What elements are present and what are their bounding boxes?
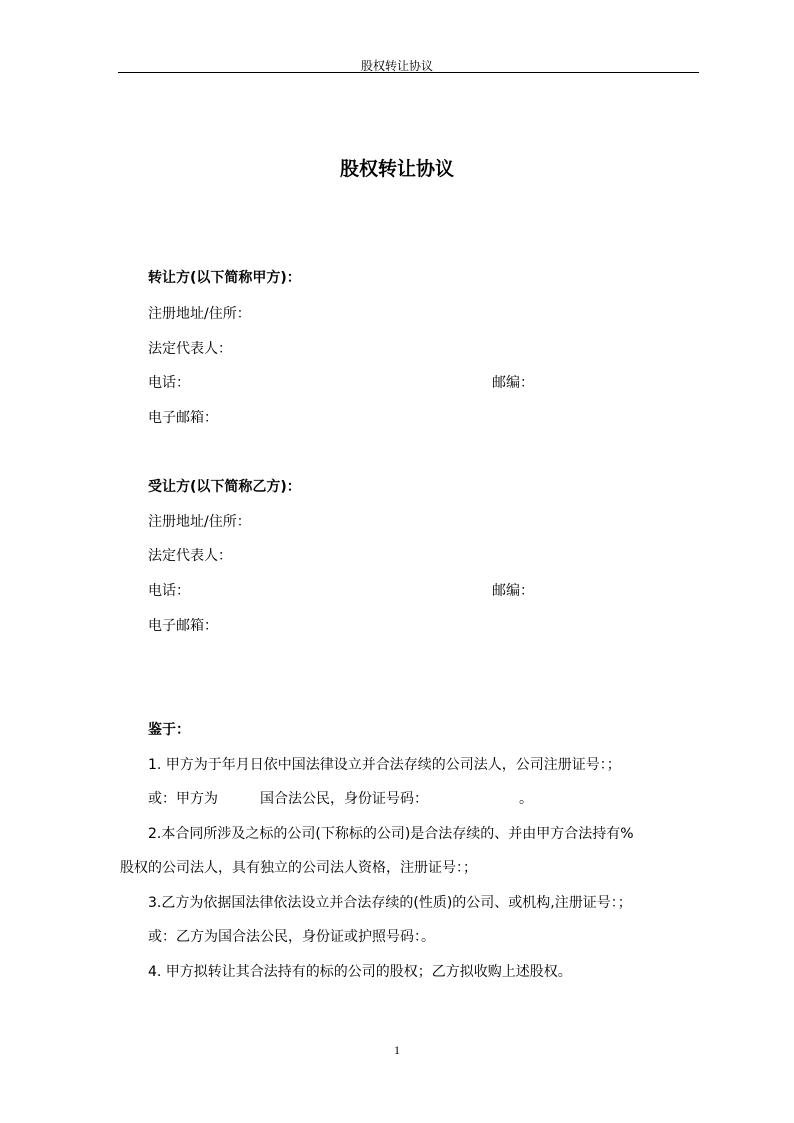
transferee-phone-label: 电话：	[148, 583, 190, 599]
whereas-line: 股权的公司法人，具有独立的公司法人资格，注册证号：；	[120, 860, 477, 876]
transferor-postcode-label: 邮编：	[492, 375, 534, 391]
transferee-legal-rep-label: 法定代表人：	[148, 548, 232, 564]
transferee-email-label: 电子邮箱：	[148, 618, 218, 634]
page-number: 1	[394, 1043, 400, 1057]
whereas-line: 或：乙方为国合法公民，身份证或护照号码：。	[148, 929, 435, 945]
transferor-heading: 转让方(以下简称甲方)：	[148, 270, 301, 286]
transferor-address-label: 注册地址/住所：	[148, 306, 251, 322]
transferee-postcode-label: 邮编：	[492, 583, 534, 599]
whereas-line: 2.本合同所涉及之标的公司(下称标的公司)是合法存续的、并由甲方合法持有%	[148, 826, 634, 842]
transferee-address-label: 注册地址/住所：	[148, 514, 251, 530]
transferor-legal-rep-label: 法定代表人：	[148, 341, 232, 357]
transferor-email-label: 电子邮箱：	[148, 410, 218, 426]
whereas-line: 1. 甲方为于年月日依中国法律设立并合法存续的公司法人，公司注册证号：；	[148, 757, 621, 773]
whereas-line: 3.乙方为依据国法律依法设立并合法存续的(性质)的公司、或机构,注册证号：；	[148, 895, 632, 911]
header-rule	[118, 72, 699, 73]
whereas-heading: 鉴于：	[148, 722, 190, 738]
transferee-heading: 受让方(以下简称乙方)：	[148, 479, 301, 495]
whereas-line: 4. 甲方拟转让其合法持有的标的公司的股权；乙方拟收购上述股权。	[148, 964, 572, 980]
transferor-phone-label: 电话：	[148, 375, 190, 391]
page-header: 股权转让协议	[360, 59, 433, 73]
document-title: 股权转让协议	[339, 158, 454, 180]
whereas-line: 或：甲方为 国合法公民，身份证号码： 。	[148, 791, 533, 807]
